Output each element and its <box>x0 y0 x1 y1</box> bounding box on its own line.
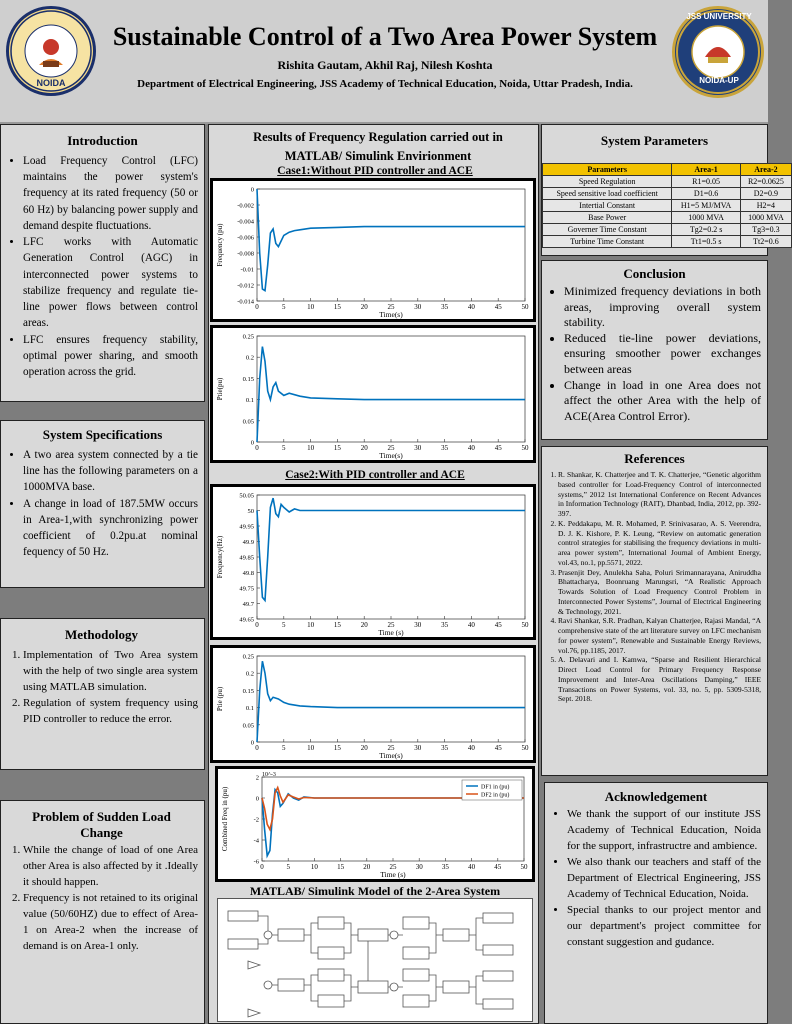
x-tick-label: 15 <box>337 863 345 871</box>
x-tick-label: 50 <box>521 303 529 311</box>
list-item: 1. R. Shankar, K. Chatterjee and T. K. Chatterjee, “Genetic algorithm based controller for Load-Frequency Control of interconnected systems,” 2012 1st International Conference on Recent Advances in Information Technology (RAIT), Dhanbad, India, 2012, pp. 392-397. <box>558 470 761 519</box>
x-axis-label: Time(s) <box>379 310 403 319</box>
table-cell: 1000 MVA <box>740 212 791 224</box>
x-tick-label: 40 <box>467 744 475 752</box>
y-tick-label: 0 <box>250 439 254 447</box>
legend-label: DF1 in (pu) <box>481 784 510 791</box>
x-tick-label: 0 <box>260 863 264 871</box>
y-tick-label: -0.002 <box>237 202 254 210</box>
methodology-section <box>0 618 205 770</box>
y-tick-label: 0.05 <box>242 418 254 426</box>
x-tick-label: 5 <box>282 744 286 752</box>
x-tick-label: 10 <box>307 744 315 752</box>
table-cell: Tt2=0.6 <box>740 236 791 248</box>
case2-frequency-plot <box>210 484 536 640</box>
references-title: References <box>624 451 685 466</box>
table-cell: H1=5 MJ/MVA <box>672 200 740 212</box>
y-tick-label: 0.25 <box>242 653 254 661</box>
x-tick-label: 0 <box>255 303 259 311</box>
x-tick-label: 25 <box>387 744 395 752</box>
x-tick-label: 10 <box>307 444 315 452</box>
simulink-model-diagram <box>217 898 533 1022</box>
table-cell: Speed Regulation <box>543 176 672 188</box>
parameters-title: System Parameters <box>600 133 709 148</box>
conclusion-section <box>541 260 768 440</box>
list-item: • Special thanks to our project mentor and our department's project committee for constant suggestion and gudance. <box>567 903 761 951</box>
introduction-title: Introduction <box>67 133 138 148</box>
y-tick-label: 49.7 <box>242 601 254 608</box>
table-row <box>543 200 792 212</box>
x-tick-label: 10 <box>307 621 315 629</box>
table-row <box>543 188 792 200</box>
x-tick-label: 30 <box>414 744 422 752</box>
x-tick-label: 45 <box>494 744 502 752</box>
table-cell: Tg3=0.3 <box>740 224 791 236</box>
right-logo-bottom-text: NOIDA-UP <box>699 76 739 85</box>
y-tick-label: 0 <box>255 795 259 803</box>
x-axis-label: Time (s) <box>378 628 404 637</box>
y-tick-label: 0.1 <box>245 705 254 713</box>
y-tick-label: 49.9 <box>242 539 254 546</box>
introduction-section <box>0 124 205 402</box>
list-item: • Load Frequency Control (LFC) maintains the power system's frequency at its rated frequency (50 or 60 Hz) by balancing power supply and demand despite fluctuations. <box>23 153 198 234</box>
acknowledgement-section <box>544 782 768 1024</box>
y-tick-label: 0.25 <box>242 333 254 341</box>
problem-title: Problem of Sudden Load Change <box>32 809 171 840</box>
x-tick-label: 0 <box>255 621 259 629</box>
x-tick-label: 15 <box>333 744 341 752</box>
y-tick-label: 49.8 <box>242 570 254 577</box>
x-axis-label: Time(s) <box>379 451 403 460</box>
x-tick-label: 15 <box>333 444 341 452</box>
x-tick-label: 20 <box>360 744 368 752</box>
x-tick-label: 0 <box>255 744 259 752</box>
case1-frequency-plot <box>210 178 536 322</box>
table-cell: D1=0.6 <box>672 188 740 200</box>
left-logo-bottom-text: NOIDA <box>36 78 66 88</box>
table-cell: 1000 MVA <box>672 212 740 224</box>
specifications-title: System Specifications <box>42 427 163 442</box>
list-item: 1. While the change of load of one Area other Area is also affected by it .Ideally it should happen. <box>23 843 198 891</box>
table-cell: D2=0.9 <box>740 188 791 200</box>
specifications-list <box>7 447 198 561</box>
list-item: 2. Frequency is not retained to its original value (50/60HZ) due to effect of Area-1 on Area-2 when the increase of demand is on Area-1 only. <box>23 891 198 955</box>
problem-section <box>0 800 205 1024</box>
methodology-title: Methodology <box>65 627 138 642</box>
x-tick-label: 50 <box>521 744 529 752</box>
y-axis-label: Ptie(pu) <box>216 377 224 401</box>
combined-frequency-plot <box>215 766 535 882</box>
table-cell: Governer Time Constant <box>543 224 672 236</box>
table-row <box>543 236 792 248</box>
x-tick-label: 25 <box>389 863 397 871</box>
list-item: • A two area system connected by a tie line has the following parameters on a 1000MVA base. <box>23 447 198 496</box>
x-tick-label: 35 <box>441 444 449 452</box>
y-tick-label: -6 <box>253 858 259 866</box>
list-item: 3. Prasenjit Dey, Anulekha Saha, Poluri Srimannarayana, Aniruddha Bhattacharya, Boonruang Marungsri, “A Realistic Approach Towards Solution of Load Frequency Control Problem in Interconnected Power Systems”, Journal of Electrical Engineering & Technology, 2021. <box>558 568 761 617</box>
right-logo-top-text: JSS UNIVERSITY <box>686 12 752 21</box>
list-item: 2. K. Peddakapu, M. R. Mohamed, P. Srinivasarao, A. S. Veerendra, D. J. K. Kishore, P. K. Leung, “Review on automatic generation control strategies for stabilising the frequency deviations in multi-area power system”, International Journal of Ambient Energy, vol.43, no.1, pp.5571, 2022. <box>558 519 761 568</box>
x-tick-label: 50 <box>521 444 529 452</box>
case1-tieline-plot <box>210 325 536 463</box>
acknowledgement-list <box>551 807 761 950</box>
x-tick-label: 25 <box>387 303 395 311</box>
x-axis-label: Time(s) <box>379 751 403 760</box>
list-item: • LFC ensures frequency stability, optimal power sharing, and smooth operation across the grid. <box>23 332 198 381</box>
table-header: Area-2 <box>740 164 791 176</box>
list-item: • We also thank our teachers and staff of the Department of Electrical Engineering, JSS Academy of Technical Education, Noida. <box>567 855 761 903</box>
table-header-row <box>543 164 792 176</box>
table-cell: Intertial Constant <box>543 200 672 212</box>
parameters-table <box>542 163 792 248</box>
x-tick-label: 20 <box>360 303 368 311</box>
poster-header <box>0 0 768 124</box>
y-axis-label: Frequency (pu) <box>216 223 224 267</box>
x-tick-label: 15 <box>333 303 341 311</box>
chart-0-svg <box>213 181 533 319</box>
y-tick-label: -0.006 <box>237 234 254 242</box>
list-item: • Change in load in one Area does not affect the other Area with the help of ACE(Area Control Error). <box>564 378 761 425</box>
table-row <box>543 212 792 224</box>
x-tick-label: 10 <box>310 863 318 871</box>
y-tick-label: -2 <box>253 816 259 824</box>
table-row <box>543 224 792 236</box>
x-tick-label: 20 <box>360 444 368 452</box>
poster-authors: Rishita Gautam, Akhil Raj, Nilesh Koshta <box>277 58 493 72</box>
y-tick-label: 49.65 <box>239 616 254 624</box>
case2-tieline-plot <box>210 645 536 763</box>
poster-department: Department of Electrical Engineering, JSS Academy of Technical Education, Noida, Uttar Pradesh, India. <box>137 78 633 90</box>
table-cell: Tg2=0.2 s <box>672 224 740 236</box>
x-tick-label: 25 <box>387 444 395 452</box>
x-tick-label: 10 <box>307 303 315 311</box>
problem-list <box>5 843 198 955</box>
y-tick-label: -0.012 <box>237 282 254 290</box>
x-tick-label: 45 <box>494 444 502 452</box>
list-item: • Minimized frequency deviations in both areas, improving overall system stability. <box>564 284 761 331</box>
table-cell: Speed sensitive load coefficient <box>543 188 672 200</box>
conclusion-list <box>548 284 761 424</box>
conclusion-title: Conclusion <box>623 266 686 281</box>
x-tick-label: 45 <box>494 621 502 629</box>
list-item: • A change in load of 187.5MW occurs in Area-1,with synchronizing power coefficient of 0.2pu.at nominal fequency of 50 Hz. <box>23 496 198 561</box>
plot-area <box>257 189 525 301</box>
list-item: • Reduced tie-line power deviations, ensuring smoother power exchanges between areas <box>564 331 761 378</box>
x-tick-label: 30 <box>414 621 422 629</box>
x-tick-label: 20 <box>363 863 371 871</box>
y-tick-label: 49.75 <box>239 585 254 593</box>
x-tick-label: 30 <box>414 444 422 452</box>
x-tick-label: 35 <box>441 744 449 752</box>
x-tick-label: 35 <box>441 621 449 629</box>
y-tick-label: 2 <box>255 774 259 782</box>
case2-label: Case2:With PID controller and ACE <box>285 469 465 481</box>
table-row <box>543 176 792 188</box>
table-cell: R1=0.05 <box>672 176 740 188</box>
chart-4-svg <box>218 769 532 879</box>
list-item: 2. Regulation of system frequency using PID controller to reduce the error. <box>23 696 198 728</box>
parameters-section <box>541 124 784 256</box>
y-tick-label: 50.05 <box>239 492 254 500</box>
y-tick-label: 49.85 <box>239 554 254 562</box>
y-tick-label: 0.15 <box>242 375 254 383</box>
acknowledgement-title: Acknowledgement <box>604 789 708 804</box>
table-header: Parameters <box>543 164 672 176</box>
y-axis-label: Combined Freq in (pu) <box>221 786 229 852</box>
specifications-section <box>0 420 205 588</box>
x-tick-label: 45 <box>494 863 502 871</box>
table-cell: Tt1=0.5 s <box>672 236 740 248</box>
y-tick-label: 50 <box>247 508 254 515</box>
y-axis-label: Frequency(Hz) <box>216 535 224 579</box>
y-tick-label: 0.2 <box>245 670 254 678</box>
y-tick-label: 49.95 <box>239 523 254 531</box>
list-item: 4. Ravi Shankar, S.R. Pradhan, Kalyan Chatterjee, Rajasi Mandal, “A comprehensive state of the art literature survey on LFC mechanism for power system”, Renewable and Sustainable Energy Reviews, vol.76, pp.1185, 2017. <box>558 616 761 655</box>
x-tick-label: 35 <box>441 863 449 871</box>
x-tick-label: 40 <box>467 444 475 452</box>
methodology-list <box>5 648 198 728</box>
y-tick-label: 0.15 <box>242 687 254 695</box>
x-tick-label: 5 <box>286 863 290 871</box>
x-tick-label: 30 <box>415 863 423 871</box>
list-item: • LFC works with Automatic Generation Control (AGC) in interconnected power systems to stabilize frequency and regulate tie-line power flows between control areas. <box>23 234 198 331</box>
x-tick-label: 40 <box>467 621 475 629</box>
x-tick-label: 5 <box>282 444 286 452</box>
y-tick-label: -0.004 <box>237 218 254 226</box>
table-cell: R2=0.0625 <box>740 176 791 188</box>
table-cell: Base Power <box>543 212 672 224</box>
x-tick-label: 40 <box>468 863 476 871</box>
x-tick-label: 15 <box>333 621 341 629</box>
y-tick-label: -4 <box>253 837 259 845</box>
y-tick-label: 0 <box>250 186 254 194</box>
x-tick-label: 35 <box>441 303 449 311</box>
y-tick-label: -0.01 <box>240 266 254 274</box>
table-cell: Turbine Time Constant <box>543 236 672 248</box>
y-tick-label: 0.05 <box>242 722 254 730</box>
x-tick-label: 30 <box>414 303 422 311</box>
plot-area <box>257 336 525 442</box>
y-axis-exponent: 10^-3 <box>262 772 276 778</box>
y-tick-label: 0 <box>250 739 254 747</box>
references-list <box>548 470 761 704</box>
x-tick-label: 40 <box>467 303 475 311</box>
x-tick-label: 20 <box>360 621 368 629</box>
x-tick-label: 45 <box>494 303 502 311</box>
x-axis-label: Time (s) <box>380 870 406 879</box>
results-title: Results of Frequency Regulation carried out in MATLAB/ Simulink Envirionment <box>253 130 503 164</box>
legend-label: DF2 in (pu) <box>481 792 510 799</box>
x-tick-label: 25 <box>387 621 395 629</box>
x-tick-label: 50 <box>521 621 529 629</box>
introduction-list <box>7 153 198 380</box>
x-tick-label: 5 <box>282 621 286 629</box>
y-tick-label: -0.014 <box>237 298 254 306</box>
case1-label: Case1:Without PID controller and ACE <box>277 165 473 177</box>
list-item: 5. A. Delavari and I. Kamwa, “Sparse and Resilient Hierarchical Direct Load Control for Primary Frequency Response Improvement and Inter-Area Oscillations Damping,” IEEE Transactions on Power Systems, vol. 33, no. 5, pp. 5309-5318, Sept. 2018. <box>558 655 761 704</box>
chart-1-svg <box>213 328 533 460</box>
list-item: 1. Implementation of Two Area system with the help of two single area system using MATLAB simulation. <box>23 648 198 696</box>
table-header: Area-1 <box>672 164 740 176</box>
y-tick-label: 0.2 <box>245 354 254 362</box>
x-tick-label: 0 <box>255 444 259 452</box>
x-tick-label: 5 <box>282 303 286 311</box>
chart-3-svg <box>213 648 533 760</box>
poster-title: Sustainable Control of a Two Area Power System <box>112 22 658 51</box>
y-tick-label: 0.1 <box>245 397 254 405</box>
plot-area <box>257 495 525 619</box>
table-cell: H2=4 <box>740 200 791 212</box>
list-item: • We thank the support of our institute JSS Academy of Technical Education, Noida for the support, infrastructre and ambience. <box>567 807 761 855</box>
y-axis-label: Ptie (pu) <box>216 686 224 712</box>
x-tick-label: 50 <box>520 863 528 871</box>
references-section <box>541 446 768 776</box>
plot-area <box>257 656 525 742</box>
y-tick-label: -0.008 <box>237 250 254 258</box>
simulink-title: MATLAB/ Simulink Model of the 2-Area System <box>249 884 501 898</box>
chart-2-svg <box>213 487 533 637</box>
simulink-diagram-icon <box>218 899 532 1021</box>
